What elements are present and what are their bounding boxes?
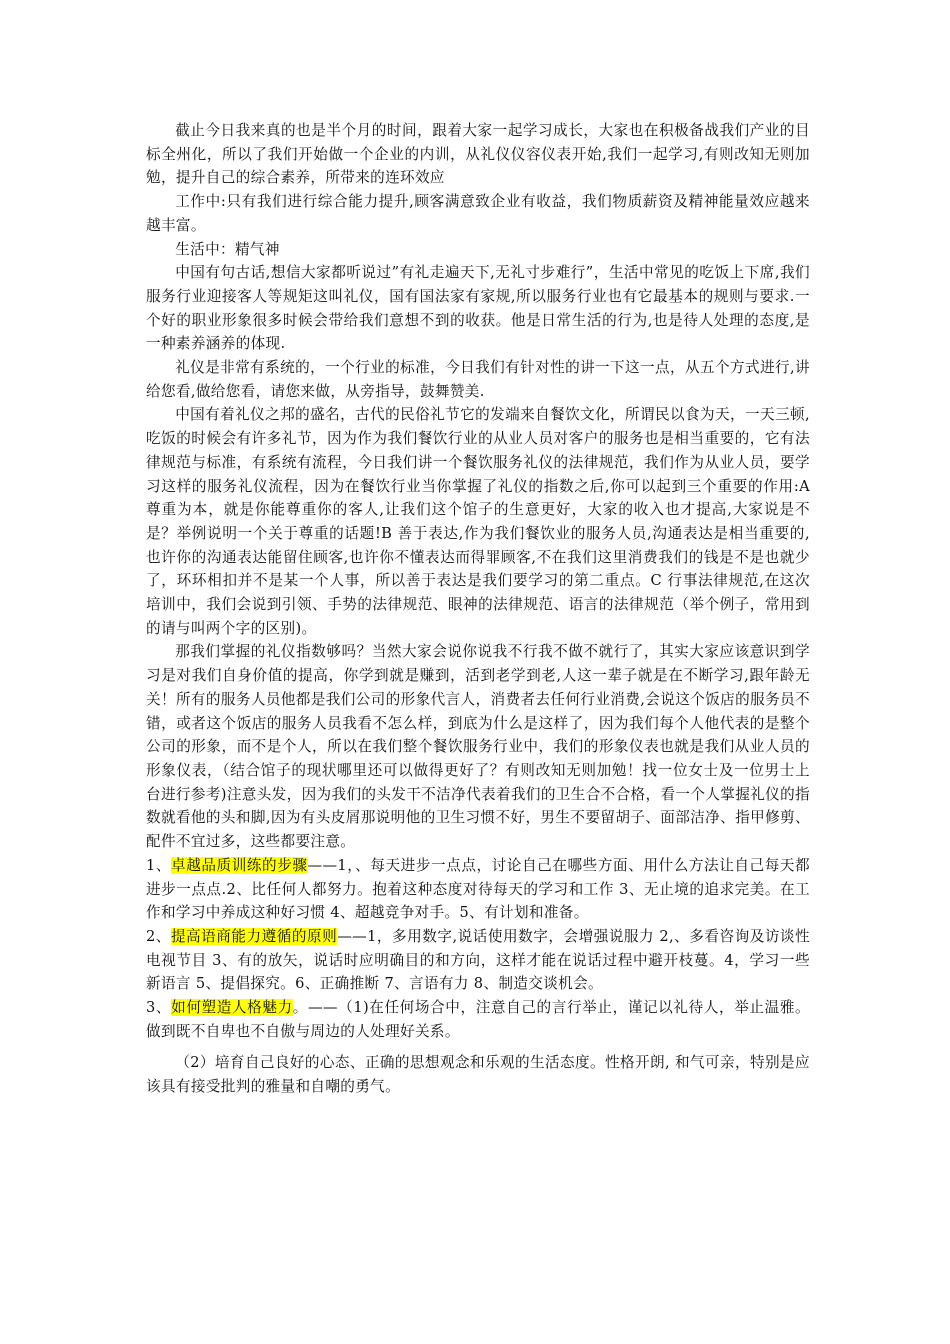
list-item-number: 1、 [146,856,172,874]
list-item-number: 3、 [146,999,172,1017]
list-item-number: 2、 [146,927,171,945]
document-body [146,119,810,1099]
highlighted-heading: 提高语商能力遵循的原则 [170,927,338,945]
life-paragraph: 生活中：精气神 [175,240,280,258]
etiquette-index-paragraph: 那我们掌握的礼仪指数够吗？当然大家会说你说我不行我不做不就行了，其实大家应该意识到学习是对我们自身价值的提高，你学到就是赚到，活到老学到老,人这一辈子就是在不断学习,跟年龄无关！所有的服务人员他都是我们公司的形象代言人，消费者去任何行业消费,会说这个饭店的服务员不错，或者这个饭店的服务人员我看不怎么样，到底为什么是这样了，因为我们每个人他代表的是整个公司的形象，而不是个人，所以在我们整个餐饮服务行业中，我们的形象仪表也就是我们从业人员的形象仪表，（结合馆子的现状哪里还可以做得更好了？有则改知无则加勉！找一位女士及一位男士上台进行参考)注意头发，因为我们的头发干不洁净代表着我们的卫生合不合格，看一个人掌握礼仪的指数就看他的头和脚,因为有头皮屑那说明他的卫生习惯不好，男生不要留胡子、面部洁净、指甲修剪、配件不宜过多，这些都要注意。 [146,643,810,851]
work-paragraph: 工作中:只有我们进行综合能力提升,顾客满意致企业有收益，我们物质薪资及精神能量效应越来越丰富。 [146,193,810,234]
highlighted-heading: 如何塑造人格魅力 [171,999,293,1017]
highlighted-heading: 卓越品质训练的步骤 [171,856,308,874]
closing-paragraph: （2）培育自己良好的心态、正确的思想观念和乐观的生活态度。性格开朗, 和气可亲，特别是应该具有接受批判的雅量和自嘲的勇气。 [146,1054,810,1096]
proverb-paragraph: 中国有句古话,想信大家都听说过”有礼走遍天下,无礼寸步难行”，生活中常见的吃饭上下席,我们服务行业迎接客人等规矩这叫礼仪，国有国法家有家规,所以服务行业也有它最基本的规则与要求.一个好的职业形象很多时候会带给我们意想不到的收获。他是日常生活的行为,也是待人处理的态度,是一种素养涵养的体现. [146,264,810,353]
etiquette-system-paragraph: 礼仪是非常有系统的，一个行业的标准，今日我们有针对性的讲一下这一点，从五个方式进行,讲给您看,做给您看，请您来做，从旁指导，鼓舞赞美. [146,359,810,400]
list-item-text: 。——（1)在任何场合中，注意自己的言行举止，谨记以礼待人，举止温雅。做到既不自卑也不自傲与周边的人处理好关系。 [146,999,810,1040]
list-item-text: ——1，、每天进步一点点，讨论自己在哪些方面、用什么方法让自己每天都进步一点点.2、比任何人都努力。抱着这种态度对待每天的学习和工作 3、无止境的追求完美。在工作和学习中养成这种好习惯 4、超越竞争对手。5、有计划和准备。 [146,856,810,922]
list-item-text: ——1，多用数字,说话使用数字，会增强说服力 2,、多看咨询及访谈性电视节目 3、有的放矢，说话时应明确目的和方向，这样才能在说话过程中避开枝蔓。4，学习一些新语言 5、提倡探究。6、正确推断 7、言语有力 8、制造交谈机会。 [146,927,810,993]
catering-etiquette-paragraph: 中国有着礼仪之邦的盛名，古代的民俗礼节它的发端来自餐饮文化，所谓民以食为天，一天三顿,吃饭的时候会有许多礼节，因为作为我们餐饮行业的从业人员对客户的服务也是相当重要的，它有法律规范与标准，有系统有流程，今日我们讲一个餐饮服务礼仪的法律规范，我们作为从业人员，要学习这样的服务礼仪流程，因为在餐饮行业当你掌握了礼仪的指数之后,你可以起到三个重要的作用:A 尊重为本，就是你能尊重你的客人,让我们这个馆子的生意更好，大家的收入也才提高,大家说是不是？举例说明一个关于尊重的话题!B 善于表达,作为我们餐饮业的服务人员,沟通表达是相当重要的,也许你的沟通表达能留住顾客,也许你不懂表达而得罪顾客,不在我们这里消费我们的钱是不是也就少了，环环相扣并不是某一个人事，所以善于表达是我们要学习的第二重点。C 行事法律规范,在这次培训中，我们会说到引领、手势的法律规范、眼神的法律规范、语言的法律规范（举个例子，常用到的请与叫两个字的区别)。 [146,406,810,637]
list-item-1 [146,854,810,925]
intro-paragraph: 截止今日我来真的也是半个月的时间，跟着大家一起学习成长，大家也在积极备战我们产业的目标全州化，所以了我们开始做一个企业的内训，从礼仪仪容仪表开始,我们一起学习,有则改知无则加勉，提升自己的综合素养，所带来的连环效应 [146,122,810,187]
list-item-3 [146,996,810,1043]
list-item-2 [146,925,810,996]
